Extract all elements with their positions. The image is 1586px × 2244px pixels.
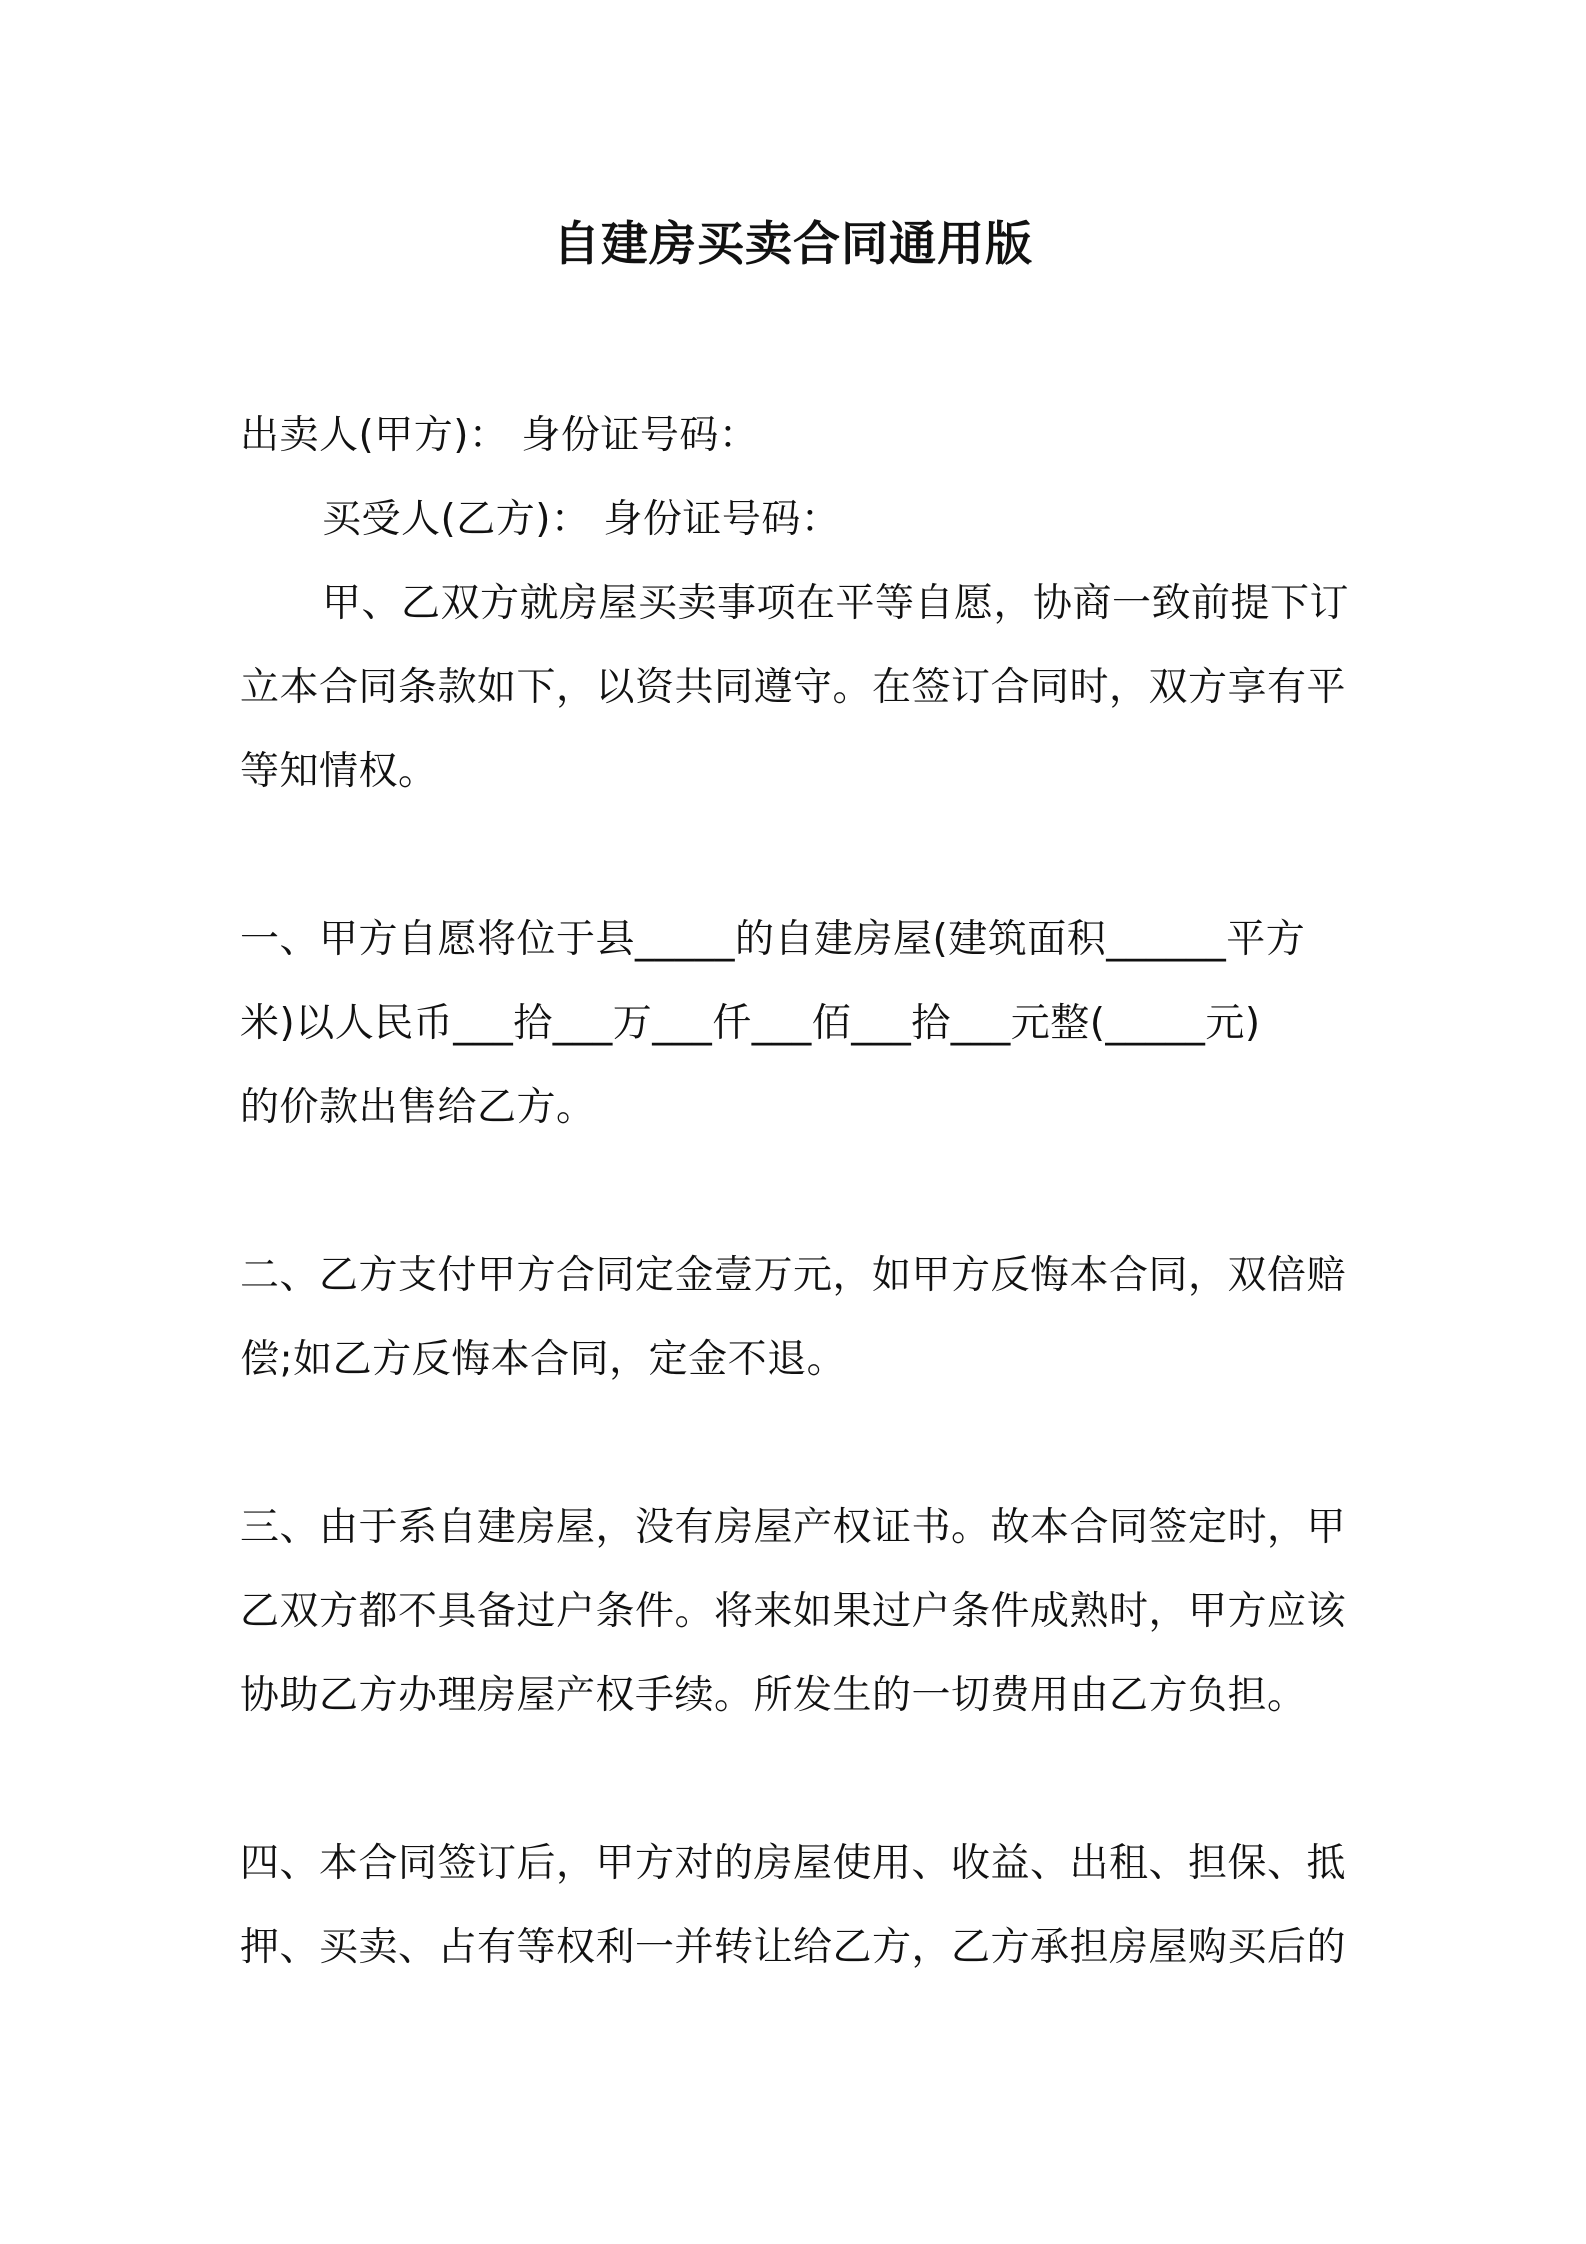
buyer-line: 买受人(乙方)： 身份证号码：: [322, 497, 841, 542]
clause-2-line-1: 二、乙方支付甲方合同定金壹万元，如甲方反悔本合同，双倍赔: [240, 1253, 1347, 1298]
clause-2-line-2: 偿;如乙方反悔本合同，定金不退。: [240, 1337, 847, 1382]
clause-3-line-3: 协助乙方办理房屋产权手续。所发生的一切费用由乙方负担。: [240, 1673, 1307, 1718]
clause-3-line-2: 乙双方都不具备过户条件。将来如果过户条件成熟时，甲方应该: [240, 1589, 1347, 1634]
clause-4-line-1: 四、本合同签订后，甲方对的房屋使用、收益、出租、担保、抵: [240, 1841, 1347, 1886]
preamble-line-1: 甲、乙双方就房屋买卖事项在平等自愿，协商一致前提下订: [322, 581, 1350, 626]
preamble-line-3: 等知情权。: [240, 749, 438, 794]
clause-1-line-2: 米)以人民币___拾___万___仟___佰___拾___元整(_____元): [240, 1001, 1261, 1046]
document-title: 自建房买卖合同通用版: [553, 217, 1033, 272]
clause-4-line-2: 押、买卖、占有等权利一并转让给乙方，乙方承担房屋购买后的: [240, 1925, 1347, 1970]
clause-1-line-3: 的价款出售给乙方。: [240, 1085, 596, 1130]
preamble-line-2: 立本合同条款如下，以资共同遵守。在签订合同时，双方享有平: [240, 665, 1347, 710]
clause-3-line-1: 三、由于系自建房屋，没有房屋产权证书。故本合同签定时，甲: [240, 1505, 1347, 1550]
clause-1-line-1: 一、甲方自愿将位于县_____的自建房屋(建筑面积______平方: [240, 917, 1306, 962]
seller-line: 出卖人(甲方)： 身份证号码：: [240, 413, 759, 458]
